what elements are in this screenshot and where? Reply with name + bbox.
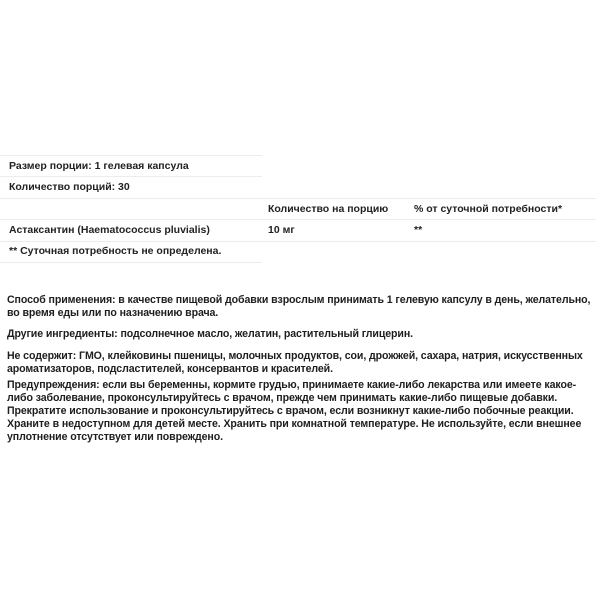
warnings-paragraph: Предупреждения: если вы беременны, кормите грудью, принимаете какие-либо лекарства или имеете какое-либо заболевание, проконсультируйтесь с врачом, прежде чем принимать какие-либо пищевые добавки. Прекратите использование и проконсультируйтесь с врачом, если возникнут какие-либо побочные реакции. Храните в недоступном для детей месте. Хранить при комнатной температуре. Не используйте, если внешнее уплотнение отсутствует или повреждено. xyxy=(7,379,582,443)
table-rule xyxy=(0,176,262,177)
column-header-daily-value: % от суточной потребности* xyxy=(414,203,563,215)
table-rule xyxy=(0,198,596,199)
footnote: ** Суточная потребность не определена. xyxy=(9,245,222,257)
other-ingredients-paragraph: Другие ингредиенты: подсолнечное масло, желатин, растительный глицерин. xyxy=(7,328,413,340)
servings-per-container: Количество порций: 30 xyxy=(9,181,130,193)
ingredient-amount: 10 мг xyxy=(268,224,295,236)
table-rule xyxy=(0,155,262,156)
free-of-paragraph: Не содержит: ГМО, клейковины пшеницы, молочных продуктов, сои, дрожжей, сахара, натрия, искусственных ароматизаторов, подсластителей, консервантов и красителей. xyxy=(7,350,583,375)
ingredient-daily-value: ** xyxy=(414,224,423,236)
table-rule xyxy=(0,241,596,242)
usage-paragraph: Способ применения: в качестве пищевой добавки взрослым принимать 1 гелевую капсулу в день, желательно, во время еды или по назначению врача. xyxy=(7,294,591,319)
serving-size: Размер порции: 1 гелевая капсула xyxy=(9,160,189,172)
table-rule xyxy=(0,219,596,220)
table-rule xyxy=(0,262,262,263)
column-header-amount: Количество на порцию xyxy=(268,203,389,215)
ingredient-name: Астаксантин (Haematococcus pluvialis) xyxy=(9,224,210,236)
